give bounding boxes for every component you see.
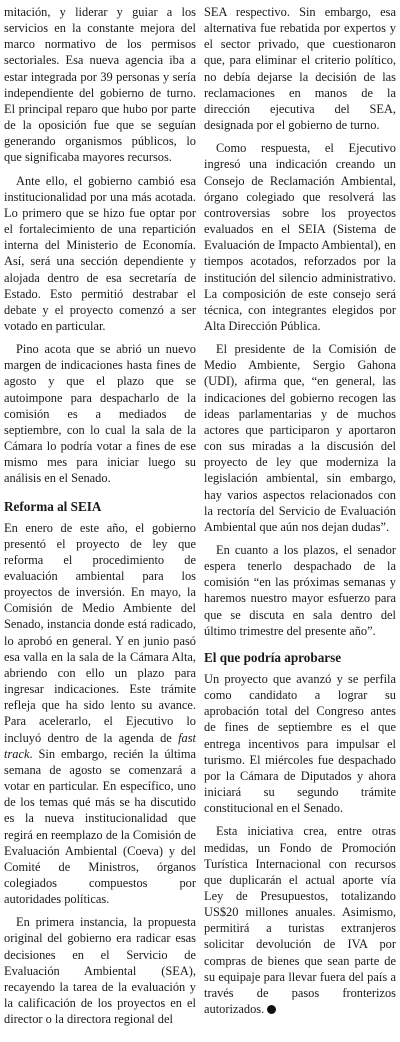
- paragraph: mitación, y liderar y guiar a los servicios en la constante mejora del marco normativo de los permisos sectoriales. Esa nueva agencia iba a estar integrada por 39 personas y sería independiente del gobierno de turno. El principal reparo que hubo por parte de la oposición fue que se seguían generando organismos públicos, lo que significaba mayores recursos.: [4, 5, 196, 165]
- column-left: [4, 4, 196, 1042]
- paragraph: Como respuesta, el Ejecutivo ingresó una indicación creando un Consejo de Reclamación Ambiental, órgano colegiado que resolverá las controversias sobre los proyectos evaluados en el SEIA (Sistema de Evaluación de Impacto Ambiental), en tiempos acotados, reforzados por la institución del silencio administrativo. La composición de este consejo será técnica, con integrantes elegidos por Alta Dirección Pública.: [204, 141, 396, 333]
- paragraph-text: . Sin embargo, recién la última semana de agosto se comenzará a votar en particular. En específico, uno de los temas qué más se ha discutido es la nueva institucionalidad que regirá en reemplazo de la Comisión de Evaluación Ambiental (Coeva) y del Comité de Ministros, órganos colegiados compuestos por autoridades políticas.: [4, 746, 196, 907]
- paragraph: Ante ello, el gobierno cambió esa institucionalidad por una más acotada. Lo primero que se hizo fue optar por el fortalecimiento de una repartición interna del Ministerio de Economía. Así, será una sección dependiente y alojada dentro de esa secretaría de Estado. Esto permitió destrabar el debate y el proyecto comenzó a ser votado en particular.: [4, 173, 196, 333]
- paragraph: [4, 520, 196, 908]
- paragraph: SEA respectivo. Sin embargo, esa alternativa fue rebatida por expertos y el sector privado, que cuestionaron que, para eliminar el criterio político, no debía dejarse la decisión de las reclamaciones en manos de la dirección ejecutiva del SEA, designada por el gobierno de turno.: [204, 5, 396, 133]
- column-right: [204, 4, 396, 1042]
- paragraph-text: En enero de este año, el gobierno presentó el proyecto de ley que reforma el procedimiento de evaluación ambiental para los proyectos de inversión. En mayo, la Comisión de Medio Ambiente del Senado, instancia donde está radicado, lo aprobó en general. Y en junio pasó esa valla en la sala de la Cámara Alta, abriendo con ello un plazo para ingresar indicaciones. Este trámite refleja que ha sido lento su avance. Para acelerarlo, el Ejecutivo lo incluyó dentro de la agenda de: [4, 520, 196, 745]
- section-heading-reforma-seia: Reforma al SEIA: [4, 498, 102, 514]
- paragraph: [204, 823, 396, 1017]
- paragraph: En cuanto a los plazos, el senador espera tenerlo despachado de la comisión “en las próximas semanas y haremos nuestro mayor esfuerzo para que se discuta en sala dentro del último trimestre del presente año”.: [204, 543, 396, 638]
- italic-term: fast track: [4, 730, 196, 761]
- paragraph-text: Esta iniciativa crea, entre otras medidas, un Fondo de Promoción Turística Internacional con recursos que duplicarán el actual aporte vía Ley de Presupuestos, totalizando US$20 millones anuales. Asimismo, permitirá a turistas extranjeros solicitar devolución de IVA por compras de bienes que sean parte de su equipaje para llevar fuera del país a través de pasos fronterizos autorizados.: [204, 824, 396, 1017]
- end-of-article-icon: [267, 1005, 276, 1014]
- paragraph: Un proyecto que avanzó y se perfila como candidato a lograr su aprobación total del Congreso antes de fines de septiembre es el que entrega incentivos para impulsar el turismo. El miércoles fue despachado por la Cámara de Diputados y ahora iniciará su segundo trámite constitucional en el Senado.: [204, 671, 396, 816]
- paragraph: Pino acota que se abrió un nuevo margen de indicaciones hasta fines de agosto y que el plazo que se autoimpone para despacharlo de la comisión es a mediados de septiembre, con lo cual la sala de la Cámara lo podría votar a fines de ese mismo mes para iniciar luego su análisis en el Senado.: [4, 342, 196, 486]
- paragraph: En primera instancia, la propuesta original del gobierno era radicar esas decisiones en el Servicio de Evaluación Ambiental (SEA), recayendo la tarea de la evaluación y la calificación de los proyectos en el director o la directora regional del: [4, 915, 196, 1027]
- section-heading-el-que-podria-aprobarse: El que podría aprobarse: [204, 649, 342, 665]
- paragraph: El presidente de la Comisión de Medio Ambiente, Sergio Gahona (UDI), afirma que, “en general, las indicaciones del gobierno recogen las ideas parlamentarias y de muchos actores que participaron y aportaron con sus miradas a la discusión del proyecto de ley que moderniza la legislación ambiental, sin embargo, hay varios aspectos relacionados con la rectoría del Servicio de Evaluación Ambiental que aún nos dejan dudas”.: [204, 342, 396, 534]
